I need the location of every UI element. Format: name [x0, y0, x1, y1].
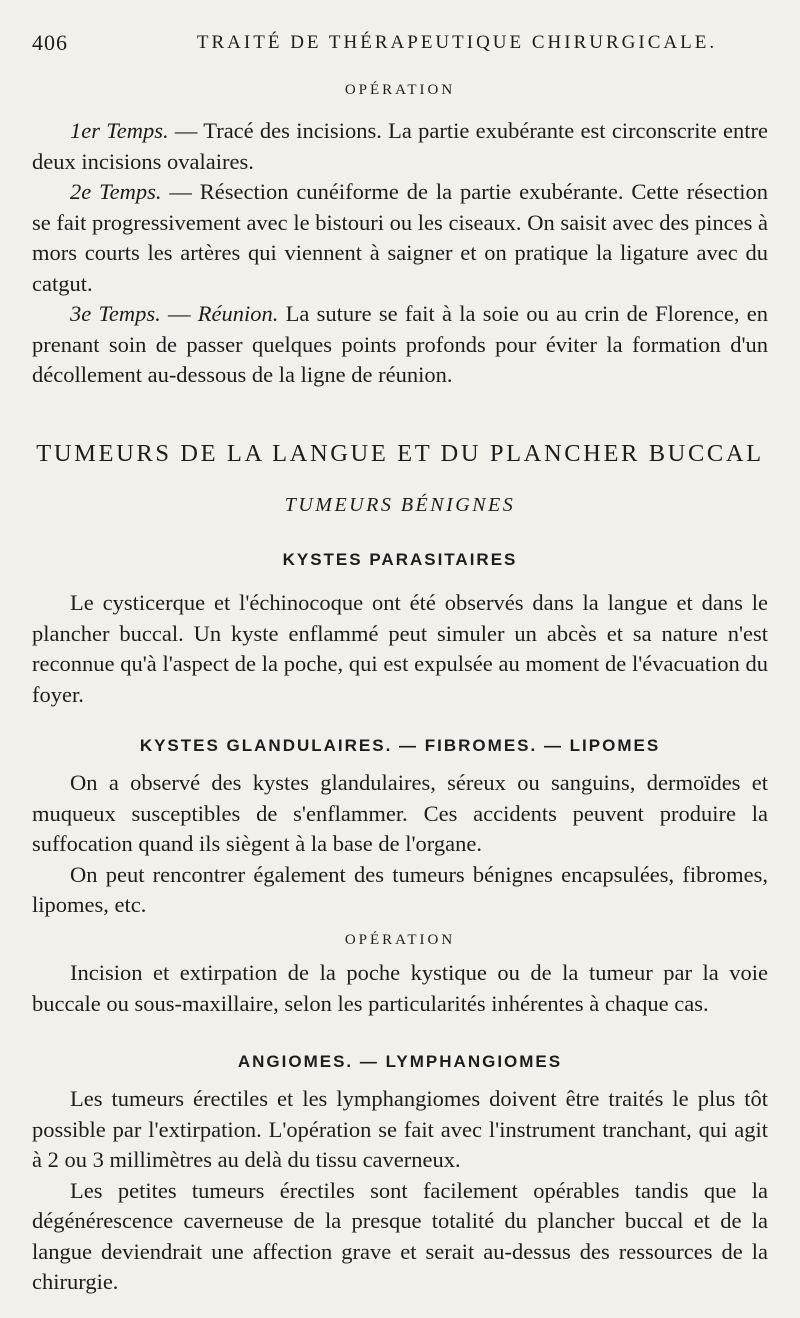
- running-title: TRAITÉ DE THÉRAPEUTIQUE CHIRURGICALE.: [196, 32, 718, 53]
- step-1-label: 1er Temps.: [70, 118, 169, 143]
- step-3-separator: —: [160, 301, 198, 326]
- section-subtitle: TUMEURS BÉNIGNES: [284, 494, 516, 516]
- kystes-parasitaires-heading: KYSTES PARASITAIRES: [282, 550, 518, 569]
- angiomes-paragraph-1: Les tumeurs érectiles et les lymphangiomes doivent être traités le plus tôt possible par l'extirpation. L'opération se fait avec l'instrument tranchant, qui agit à 2 ou 3 millimètres au delà du tissu caverneux.: [32, 1086, 768, 1172]
- kystes-glandulaires-body: [32, 768, 768, 921]
- step-2-text: Résection cunéiforme de la partie exubérante. Cette résection se fait progressivement avec le bistouri ou les ciseaux. On saisit avec des pinces à mors courts les artères qui viennent à saigner et on pratique la ligature avec du catgut.: [32, 179, 768, 296]
- kystes-parasitaires-body: [32, 588, 768, 710]
- operation-2-paragraph: Incision et extirpation de la poche kystique ou de la tumeur par la voie buccale ou sous-maxillaire, selon les particularités inhérentes à chaque cas.: [32, 960, 768, 1016]
- step-3-text: La suture se fait à la soie ou au crin de Florence, en prenant soin de passer quelques points profonds pour éviter la formation d'un décollement au-dessous de la ligne de réunion.: [32, 301, 768, 387]
- operation-2-heading: OPÉRATION: [344, 932, 456, 948]
- step-2-paragraph: [32, 177, 768, 299]
- page-number: 406: [32, 30, 68, 55]
- operation-2-body: [32, 958, 768, 1019]
- angiomes-heading: ANGIOMES. — LYMPHANGIOMES: [237, 1052, 563, 1071]
- kystes-glandulaires-paragraph-2: On peut rencontrer également des tumeurs bénignes encapsulées, fibromes, lipomes, etc.: [32, 861, 768, 917]
- page-header: [32, 30, 772, 60]
- angiomes-body: [32, 1084, 768, 1298]
- kystes-parasitaires-paragraph: Le cysticerque et l'échinocoque ont été observés dans la langue et dans le plancher buccal. Un kyste enflammé peut simuler un abcès et sa nature n'est reconnue qu'à l'aspect de la poche, qui est expulsée au moment de l'évacuation du foyer.: [32, 590, 768, 707]
- step-2-separator: —: [161, 179, 200, 204]
- step-1-paragraph: [32, 116, 768, 177]
- operation-heading: OPÉRATION: [344, 82, 456, 98]
- step-3-label: 3e Temps.: [70, 301, 161, 326]
- angiomes-paragraph-2: Les petites tumeurs érectiles sont facilement opérables tandis que la dégénérescence caverneuse de la presque totalité du plancher buccal et de la langue deviendrait une affection grave et serait au-dessus des ressources de la chirurgie.: [32, 1177, 768, 1294]
- operation-steps: [32, 116, 768, 391]
- section-title: TUMEURS DE LA LANGUE ET DU PLANCHER BUCCAL: [36, 440, 764, 467]
- step-2-label: 2e Temps.: [70, 179, 162, 204]
- kystes-glandulaires-heading: KYSTES GLANDULAIRES. — FIBROMES. — LIPOMES: [139, 736, 661, 755]
- step-3-paragraph: [32, 299, 768, 391]
- step-1-text: Tracé des incisions. La partie exubérante est circonscrite entre deux incisions ovalaires.: [32, 118, 769, 174]
- step-1-separator: —: [168, 118, 204, 143]
- step-3-italic: Réunion.: [197, 301, 279, 326]
- kystes-glandulaires-paragraph-1: On a observé des kystes glandulaires, séreux ou sanguins, dermoïdes et muqueux susceptibles de s'enflammer. Ces accidents peuvent produire la suffocation quand ils siègent à la base de l'organe.: [32, 770, 768, 856]
